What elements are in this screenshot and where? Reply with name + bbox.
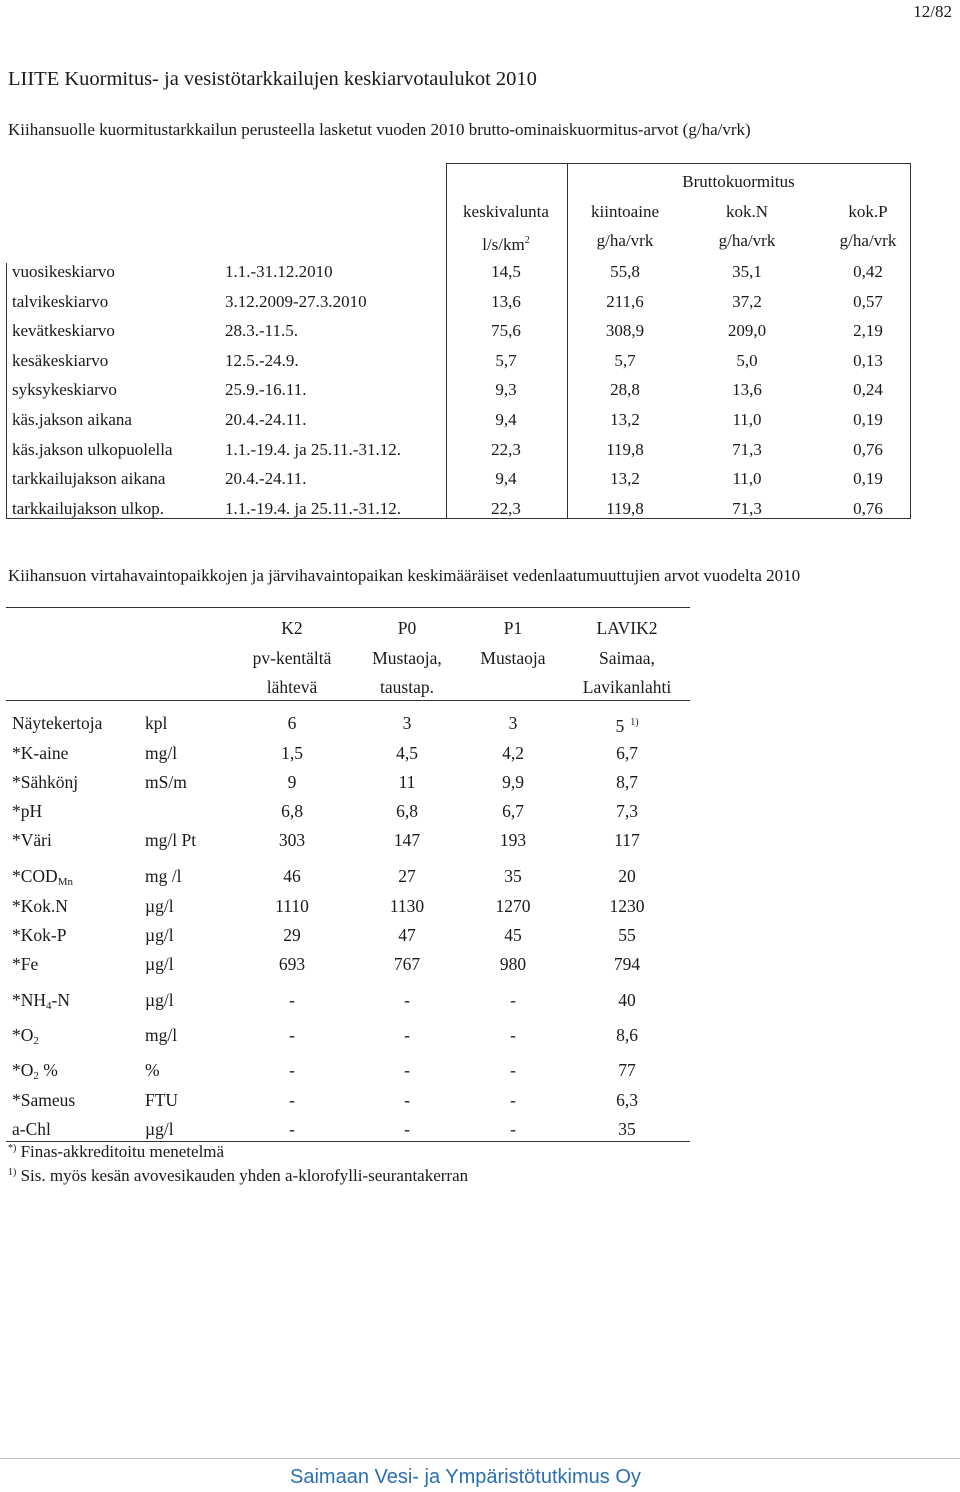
- table2-cell: [357, 953, 457, 975]
- table1-cell: 211,6: [606, 291, 644, 311]
- station-header: Mustaoja: [480, 647, 546, 668]
- station-header: pv-kentältä: [252, 647, 332, 668]
- parameter-name: Näytekertoja: [12, 713, 103, 733]
- table2-cell: [463, 1118, 563, 1140]
- station-header: P1: [503, 618, 523, 638]
- parameter-name: *NH: [12, 990, 47, 1010]
- parameter-unit: mg /l: [145, 866, 182, 886]
- table1-caption: Kiihansuolle kuormitustarkkailun perusteella lasketut vuoden 2010 brutto-ominaiskuormitus-arvot (g/ha/vrk): [8, 120, 751, 139]
- table1-cell: 11,0: [732, 410, 762, 429]
- parameter-name: *K-aine: [12, 743, 69, 763]
- table1-cell: 0,24: [853, 380, 883, 400]
- table2-cell: [577, 1059, 677, 1081]
- cell-value: 3: [508, 713, 518, 733]
- cell-value: -: [510, 1119, 516, 1139]
- cell-value: 1230: [609, 896, 645, 916]
- cell-value: -: [404, 1025, 410, 1045]
- parameter-unit: mg/l: [145, 743, 178, 763]
- cell-value: 47: [398, 925, 416, 945]
- cell-value: -: [289, 1025, 295, 1045]
- table1-cell: 2,19: [853, 321, 883, 341]
- table2-cell: [463, 800, 563, 822]
- table2-cell: [357, 989, 457, 1011]
- cell-value: 7,3: [616, 801, 638, 821]
- parameter-subscript: Mn: [57, 876, 73, 888]
- table2-cell: [242, 829, 342, 851]
- table1-row-period: 12.5.-24.9.: [225, 350, 299, 370]
- table1-cell: 0,13: [853, 350, 883, 370]
- table1-cell: 13,2: [610, 410, 640, 429]
- cell-value: -: [404, 1119, 410, 1139]
- table2-cell: [242, 1118, 342, 1140]
- table2-cell: [577, 1024, 677, 1046]
- table1-row-period: 3.12.2009-27.3.2010: [225, 291, 367, 311]
- table1-cell: 75,6: [491, 321, 521, 341]
- cell-value: 6,7: [502, 801, 524, 821]
- table2-cell: [357, 1118, 457, 1140]
- cell-value: 46: [283, 866, 301, 886]
- table2-cell: [357, 1089, 457, 1111]
- table1-col-header: kok.N: [725, 202, 769, 221]
- cell-value: 1270: [495, 896, 531, 916]
- cell-value: 6,3: [616, 1090, 638, 1110]
- station-header: lähtevä: [266, 677, 318, 697]
- parameter-name: *Kok-P: [12, 925, 67, 945]
- cell-value: 1130: [389, 896, 425, 916]
- parameter-name: *Väri: [12, 830, 52, 850]
- table1-cell: 119,8: [606, 498, 644, 518]
- station-header: Lavikanlahti: [582, 677, 672, 697]
- parameter-unit: kpl: [145, 713, 168, 733]
- footnote-sample: [8, 1166, 468, 1186]
- parameter-label: [12, 712, 102, 734]
- table2-cell: [463, 865, 563, 887]
- cell-value: 45: [504, 925, 522, 945]
- parameter-name: *COD: [12, 866, 58, 886]
- station-header: LAVIK2: [596, 618, 658, 638]
- table1-row-period: 28.3.-11.5.: [225, 321, 299, 341]
- table2-cell: [463, 771, 563, 793]
- cell-value: -: [289, 1119, 295, 1139]
- table2-caption: Kiihansuon virtahavaintopaikkojen ja järvihavaintopaikan keskimääräiset vedenlaatumuuttujien arvot vuodelta 2010: [8, 566, 801, 585]
- cell-value: 29: [283, 925, 301, 945]
- parameter-label: [12, 1089, 75, 1111]
- table2-cell: [242, 771, 342, 793]
- table2-cell: [242, 865, 342, 887]
- cell-value: 20: [618, 866, 636, 886]
- table1-cell: 0,76: [853, 498, 883, 518]
- parameter-unit: mg/l: [145, 1025, 178, 1045]
- table1-row-period: 1.1.-19.4. ja 25.11.-31.12.: [225, 439, 401, 459]
- page-number: 12/82: [913, 2, 952, 21]
- table2-cell: [242, 1059, 342, 1081]
- cell-value: -: [289, 1060, 295, 1080]
- station-header: taustap.: [380, 677, 434, 697]
- page-title: LIITE Kuormitus- ja vesistötarkkailujen keskiarvotaulukot 2010: [8, 68, 537, 90]
- cell-value: 3: [402, 713, 412, 733]
- table1-cell: 0,42: [853, 262, 883, 281]
- table2-top-rule: [6, 607, 690, 608]
- cell-value: 1,5: [281, 743, 303, 763]
- unit-superscript: 2: [524, 235, 530, 246]
- cell-value: -: [510, 990, 516, 1010]
- table1-cell: 14,5: [491, 262, 521, 281]
- cell-value: 767: [393, 954, 421, 974]
- table1-cell: 13,6: [732, 380, 762, 400]
- table1-cell: 5,0: [736, 350, 758, 370]
- table1-cell: 0,76: [853, 439, 883, 459]
- table2-cell: [357, 865, 457, 887]
- cell-value: 9,9: [502, 772, 524, 792]
- table2-cell: [242, 800, 342, 822]
- table1-cell: 13,6: [491, 291, 521, 311]
- parameter-subscript: 4: [46, 1000, 52, 1012]
- table1-cell: 71,3: [732, 498, 762, 518]
- table2-cell: [577, 865, 677, 887]
- table2-cell: [357, 1024, 457, 1046]
- table1-cell: 22,3: [491, 439, 521, 459]
- table1-cell: 37,2: [732, 291, 762, 311]
- footnote-text: Sis. myös kesän avovesikauden yhden a-klorofylli-seurantakerran: [20, 1166, 469, 1185]
- table1-cell: 13,2: [610, 469, 640, 489]
- parameter-label: [12, 829, 52, 851]
- table2-cell: [242, 924, 342, 946]
- parameter-name: *Sameus: [12, 1090, 76, 1110]
- table2-cell: [357, 924, 457, 946]
- table2-cell: [242, 742, 342, 764]
- table1-col-header: kiintoaine: [591, 202, 659, 221]
- table2-cell: [577, 712, 677, 737]
- table2-cell: [242, 989, 342, 1011]
- table1-cell: 9,4: [495, 469, 517, 489]
- table2-cell: [463, 1089, 563, 1111]
- parameter-label: [12, 800, 42, 822]
- table2-cell: [463, 829, 563, 851]
- cell-value: 794: [613, 954, 641, 974]
- table2-cell: [577, 953, 677, 975]
- table1-left-border: [6, 263, 7, 519]
- cell-value: -: [289, 990, 295, 1010]
- table1-col-header: kok.P: [848, 202, 888, 221]
- parameter-unit: µg/l: [145, 925, 174, 945]
- table1-cell: 308,9: [605, 321, 645, 341]
- parameter-unit: µg/l: [145, 954, 174, 974]
- table1-row-label: vuosikeskiarvo: [12, 262, 115, 281]
- parameter-name: *Sähkönj: [12, 772, 79, 792]
- footnote-text: Finas-akkreditoitu menetelmä: [20, 1142, 225, 1161]
- table1-col-unit: [446, 231, 566, 255]
- parameter-label: [12, 771, 78, 793]
- parameter-name: *Kok.N: [12, 896, 68, 916]
- table1-cell: 71,3: [732, 439, 762, 459]
- table1-row-label: tarkkailujakson ulkop.: [12, 498, 165, 518]
- parameter-unit: µg/l: [145, 990, 174, 1010]
- station-header: P0: [397, 618, 417, 638]
- table1-cell: 22,3: [491, 498, 521, 518]
- cell-value: 35: [504, 866, 522, 886]
- table2-cell: [463, 895, 563, 917]
- company-name: Saimaan Vesi- ja Ympäristötutkimus Oy: [290, 1466, 641, 1488]
- load-table: [6, 163, 911, 519]
- cell-value: 55: [618, 925, 636, 945]
- parameter-suffix: %: [38, 1060, 58, 1080]
- cell-value: 6,7: [616, 743, 638, 763]
- table2-cell: [577, 800, 677, 822]
- table1-cell: 0,19: [853, 410, 883, 429]
- table1-cell: 55,8: [610, 262, 640, 281]
- cell-value: 4,5: [396, 743, 418, 763]
- cell-value: 303: [278, 830, 306, 850]
- parameter-unit: %: [145, 1060, 160, 1080]
- table1-cell: 11,0: [732, 469, 762, 489]
- table2-cell: [357, 742, 457, 764]
- cell-value: 6: [287, 713, 297, 733]
- table1-cell: 5,7: [614, 350, 636, 370]
- table1-cell: 209,0: [727, 321, 767, 341]
- footer-divider: [0, 1458, 960, 1459]
- table2-cell: [577, 989, 677, 1011]
- table2-cell: [242, 895, 342, 917]
- table1-row-period: 1.1.-19.4. ja 25.11.-31.12.: [225, 498, 401, 518]
- table2-cell: [357, 895, 457, 917]
- cell-value: -: [510, 1060, 516, 1080]
- table1-cell: 9,3: [495, 380, 517, 400]
- cell-value: -: [289, 1090, 295, 1110]
- parameter-label: [12, 742, 68, 764]
- table1-cell: 5,7: [495, 350, 517, 370]
- footnote-accredited: [8, 1142, 224, 1162]
- table1-row-label: kevätkeskiarvo: [12, 321, 115, 341]
- parameter-name: *Fe: [12, 954, 39, 974]
- parameter-unit: mS/m: [145, 772, 187, 792]
- parameter-name: *O: [12, 1060, 34, 1080]
- parameter-label: [12, 924, 66, 946]
- cell-value: 4,2: [502, 743, 524, 763]
- cell-value: -: [510, 1090, 516, 1110]
- cell-value: 980: [499, 954, 527, 974]
- parameter-label: [12, 865, 73, 893]
- cell-value: -: [404, 1060, 410, 1080]
- table2-cell: [242, 1089, 342, 1111]
- parameter-label: [12, 953, 38, 975]
- cell-value: 193: [499, 830, 527, 850]
- table1-cell: 119,8: [606, 439, 644, 459]
- table1-cell: 0,57: [853, 291, 883, 311]
- table2-cell: [463, 1059, 563, 1081]
- parameter-label: [12, 1118, 51, 1140]
- table2-cell: [577, 829, 677, 851]
- cell-value: 9: [287, 772, 297, 792]
- table1-cell: 28,8: [610, 380, 640, 400]
- table2-cell: [463, 742, 563, 764]
- cell-value: 35: [618, 1119, 636, 1139]
- table2-cell: [357, 829, 457, 851]
- table1-row-label: tarkkailujakson aikana: [12, 469, 166, 489]
- table1-col-header: keskivalunta: [463, 202, 549, 221]
- parameter-label: [12, 989, 70, 1017]
- parameter-name: *O: [12, 1025, 34, 1045]
- table2-cell: [357, 771, 457, 793]
- table1-cell: 0,19: [853, 469, 883, 489]
- cell-value: 117: [614, 830, 640, 850]
- station-header: Saimaa,: [599, 647, 655, 668]
- cell-value: 6,8: [281, 801, 303, 821]
- table1-col-unit: [808, 231, 928, 251]
- cell-superscript: 1): [630, 717, 639, 728]
- parameter-label: [12, 1024, 39, 1052]
- cell-value: 693: [278, 954, 306, 974]
- parameter-suffix: -N: [51, 990, 70, 1010]
- table1-row-label: talvikeskiarvo: [12, 291, 109, 311]
- bruttokuormitus-header: Bruttokuormitus: [682, 172, 795, 191]
- table2-cell: [242, 1024, 342, 1046]
- table1-cell: 9,4: [495, 410, 517, 429]
- table1-row-label: käs.jakson ulkopuolella: [12, 439, 173, 459]
- table2-cell: [463, 953, 563, 975]
- table1-cell: 35,1: [732, 262, 762, 281]
- cell-value: 77: [618, 1060, 636, 1080]
- table2-cell: [577, 1118, 677, 1140]
- cell-value: -: [404, 990, 410, 1010]
- cell-value: -: [510, 1025, 516, 1045]
- cell-value: 40: [618, 990, 636, 1010]
- table2-cell: [577, 771, 677, 793]
- table1-top-border: [446, 163, 911, 164]
- water-quality-table: [6, 607, 690, 1142]
- parameter-label: [12, 895, 68, 917]
- table2-cell: [357, 1059, 457, 1081]
- table2-cell: [357, 800, 457, 822]
- cell-value: 5: [615, 716, 625, 736]
- table2-cell: [577, 895, 677, 917]
- parameter-unit: µg/l: [145, 1119, 174, 1139]
- table2-cell: [242, 953, 342, 975]
- unit-text: g/ha/vrk: [718, 231, 776, 250]
- cell-value: 6,8: [396, 801, 418, 821]
- table1-col-unit: [565, 231, 685, 251]
- table2-cell: [463, 712, 563, 734]
- parameter-subscript: 2: [33, 1070, 39, 1082]
- cell-value: 8,6: [616, 1025, 638, 1045]
- table1-row-period: 1.1.-31.12.2010: [225, 262, 333, 281]
- unit-text: g/ha/vrk: [596, 231, 654, 250]
- parameter-name: a-Chl: [12, 1119, 51, 1139]
- cell-value: -: [404, 1090, 410, 1110]
- cell-value: 8,7: [616, 772, 638, 792]
- table2-cell: [463, 924, 563, 946]
- unit-text: g/ha/vrk: [839, 231, 897, 250]
- table2-cell: [577, 924, 677, 946]
- table1-row-period: 20.4.-24.11.: [225, 469, 307, 489]
- table2-cell: [463, 1024, 563, 1046]
- parameter-subscript: 2: [33, 1035, 39, 1047]
- table1-row-label: käs.jakson aikana: [12, 410, 132, 429]
- parameter-label: [12, 1059, 58, 1087]
- unit-text: l/s/km: [482, 235, 525, 254]
- table2-cell: [242, 712, 342, 734]
- table2-cell: [357, 712, 457, 734]
- table2-header-rule: [6, 700, 690, 701]
- station-header: Mustaoja,: [372, 647, 442, 668]
- parameter-name: *pH: [12, 801, 43, 821]
- station-header: K2: [281, 618, 303, 638]
- parameter-unit: mg/l Pt: [145, 830, 197, 850]
- cell-value: 1110: [275, 896, 309, 916]
- parameter-unit: µg/l: [145, 896, 174, 916]
- table2-cell: [463, 989, 563, 1011]
- cell-value: 147: [393, 830, 421, 850]
- footnote-mark: 1): [8, 1167, 17, 1178]
- table2-cell: [577, 1089, 677, 1111]
- parameter-unit: FTU: [145, 1090, 179, 1110]
- table2-cell: [577, 742, 677, 764]
- table1-row-period: 20.4.-24.11.: [225, 410, 307, 429]
- cell-value: 11: [398, 772, 416, 792]
- table1-row-label: syksykeskiarvo: [12, 380, 117, 400]
- footnote-mark: *): [8, 1143, 17, 1154]
- cell-value: 27: [398, 866, 416, 886]
- table1-row-label: kesäkeskiarvo: [12, 350, 109, 370]
- table1-col-unit: [687, 231, 807, 251]
- table1-row-period: 25.9.-16.11.: [225, 380, 307, 400]
